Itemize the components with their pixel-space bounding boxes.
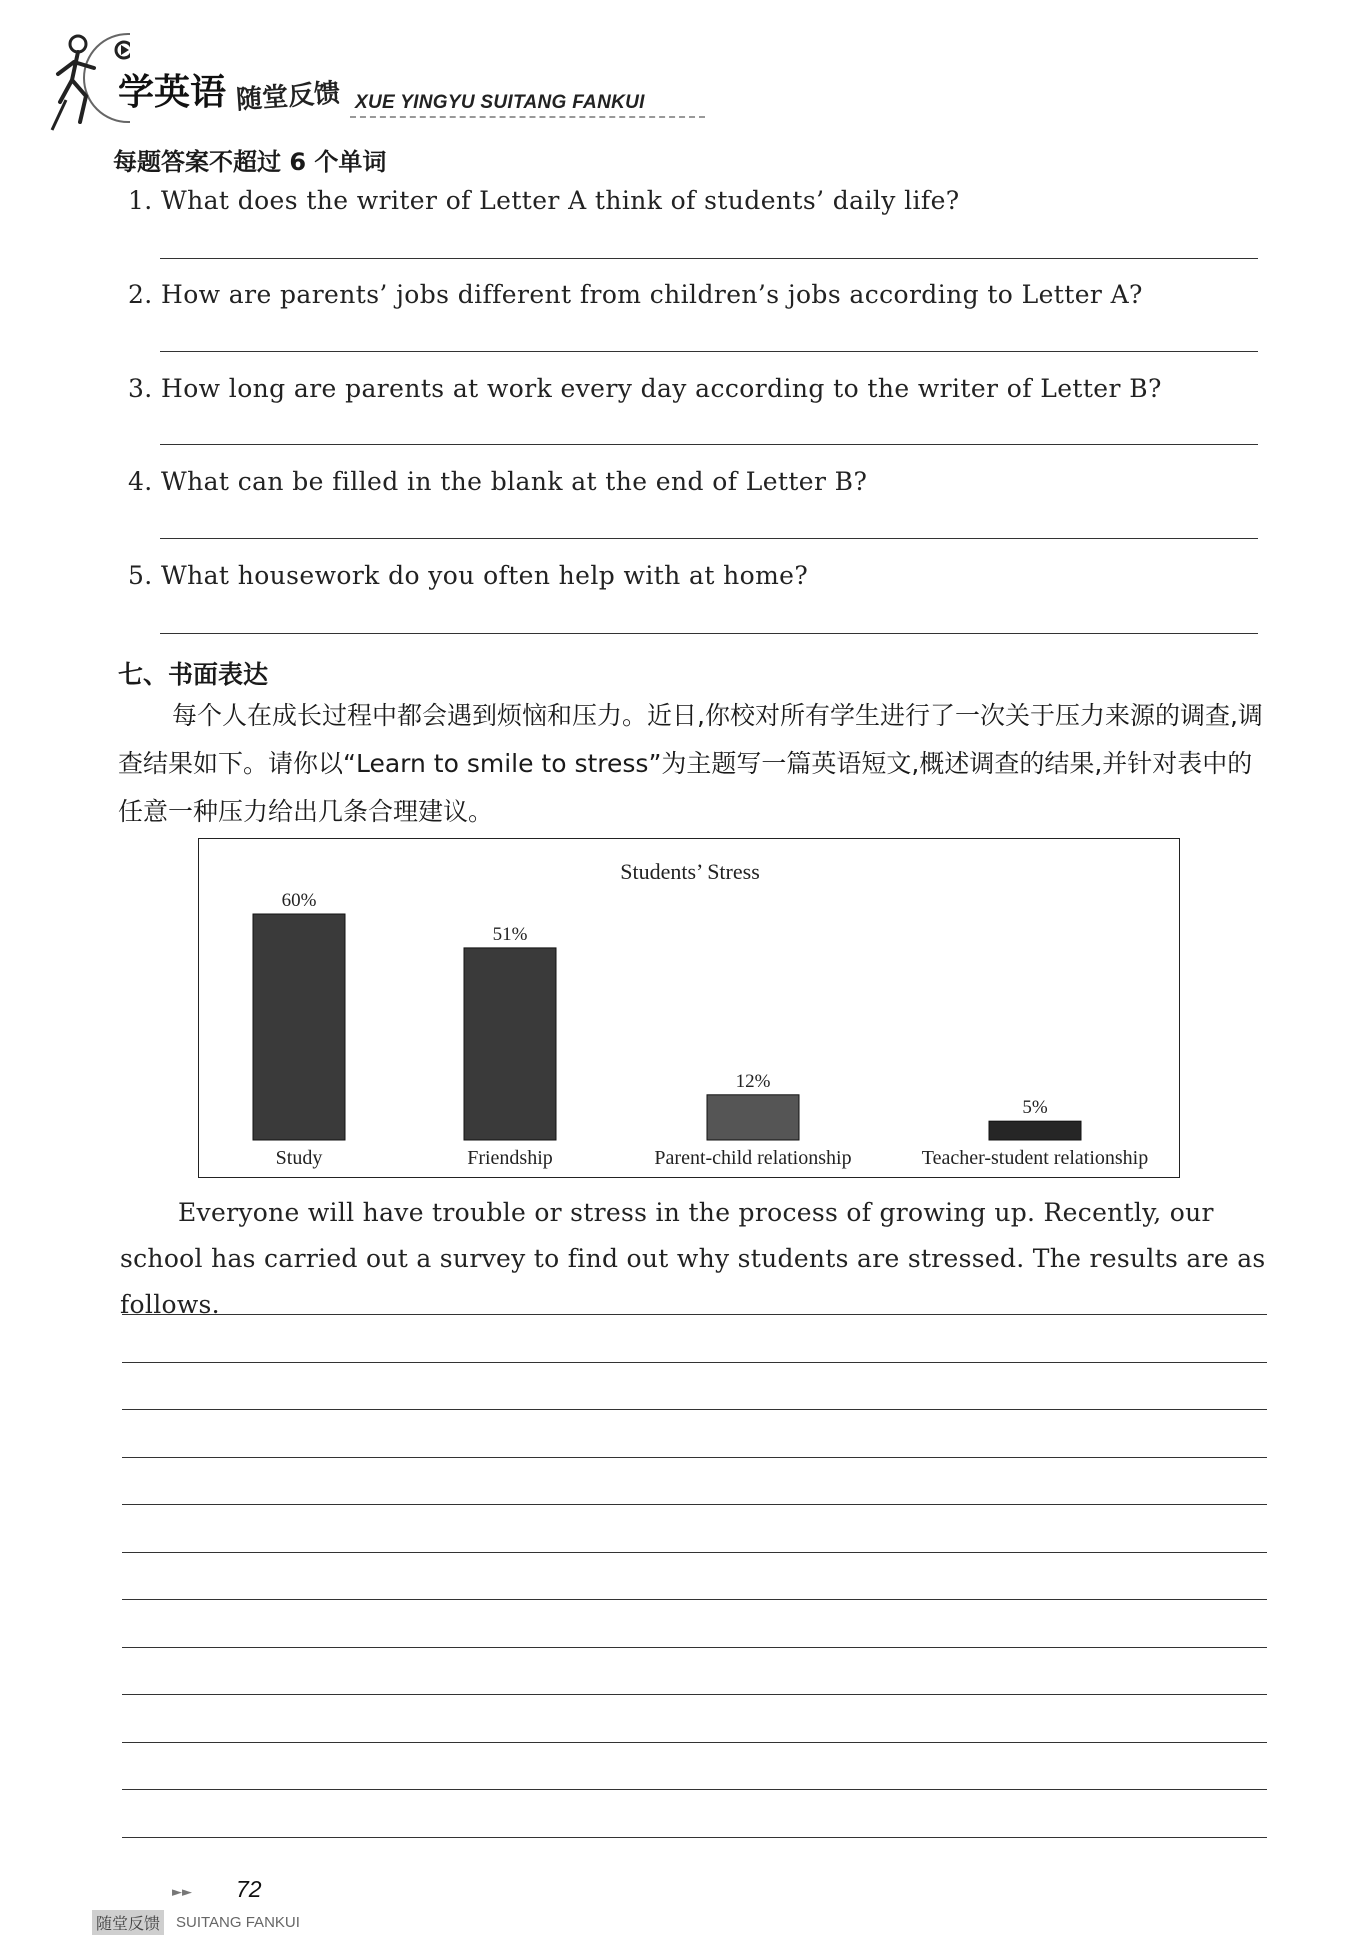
page-footer — [90, 1870, 410, 1940]
bar-value-label: 5% — [1022, 1097, 1048, 1119]
category-label: Study — [275, 1147, 323, 1169]
chart-title: Students’ Stress — [620, 859, 760, 884]
writing-line[interactable] — [122, 1789, 1267, 1790]
chart-canvas — [199, 839, 1181, 1179]
brand-subtitle-cn: 随堂反馈 — [235, 78, 342, 116]
question-4: 4. What can be filled in the blank at the end of Letter B? — [128, 467, 868, 496]
answer-line-3[interactable] — [160, 444, 1258, 445]
answer-line-2[interactable] — [160, 351, 1258, 352]
category-label: Parent-child relationship — [654, 1147, 852, 1169]
brand-title-cn: 学英语 — [118, 72, 227, 113]
writing-line[interactable] — [122, 1314, 1267, 1315]
stress-bar-chart — [198, 838, 1180, 1178]
bar-parent-child-relationship — [707, 1095, 799, 1140]
writing-line[interactable] — [122, 1504, 1267, 1505]
answer-line-5[interactable] — [160, 633, 1258, 634]
bar-value-label: 51% — [492, 923, 528, 945]
writing-line[interactable] — [122, 1742, 1267, 1743]
essay-opening-text: Everyone will have trouble or stress in the process of growing up. Recently, our school has carried out a survey to find out why students are stressed. The results are as follows. — [120, 1198, 1266, 1319]
writing-line[interactable] — [122, 1599, 1267, 1600]
writing-line[interactable] — [122, 1837, 1267, 1838]
question-instruction: 每题答案不超过 6 个单词 — [113, 148, 387, 176]
bar-value-label: 12% — [735, 1070, 771, 1092]
section-title: 七、书面表达 — [118, 660, 269, 689]
writing-prompt: 每个人在成长过程中都会遇到烦恼和压力。近日,你校对所有学生进行了一次关于压力来源的调查,调查结果如下。请你以“Learn to smile to stress”为主题写一篇英语短文,概述调查的结果,并针对表中的任意一种压力给出几条合理建议。 — [118, 701, 1263, 826]
footer-tag-en: SUITANG FANKUI — [176, 1914, 300, 1931]
writing-line[interactable] — [122, 1457, 1267, 1458]
brand-title-en: XUE YINGYU SUITANG FANKUI — [355, 92, 645, 113]
question-1: 1. What does the writer of Letter A think of students’ daily life? — [128, 186, 960, 215]
question-5: 5. What housework do you often help with at home? — [128, 561, 809, 590]
bar-study — [253, 914, 345, 1140]
writing-line[interactable] — [122, 1362, 1267, 1363]
question-3: 3. How long are parents at work every day according to the writer of Letter B? — [128, 374, 1162, 403]
category-label: Friendship — [467, 1147, 553, 1169]
page-number: 72 — [236, 1876, 262, 1902]
writing-line[interactable] — [122, 1694, 1267, 1695]
bar-value-label: 60% — [281, 890, 317, 911]
footer-tag-cn: 随堂反馈 — [92, 1910, 164, 1935]
answer-line-1[interactable] — [160, 258, 1258, 259]
header-divider — [350, 116, 705, 118]
writing-line[interactable] — [122, 1647, 1267, 1648]
category-label: Teacher-student relationship — [921, 1147, 1149, 1169]
question-2: 2. How are parents’ jobs different from children’s jobs according to Letter A? — [128, 280, 1143, 309]
writing-line[interactable] — [122, 1552, 1267, 1553]
bar-friendship — [464, 948, 556, 1140]
writing-line[interactable] — [122, 1409, 1267, 1410]
bar-teacher-student-relationship — [989, 1121, 1081, 1140]
footer-arrows-icon: ►► — [172, 1885, 192, 1900]
page-header — [50, 30, 670, 140]
answer-line-4[interactable] — [160, 538, 1258, 539]
